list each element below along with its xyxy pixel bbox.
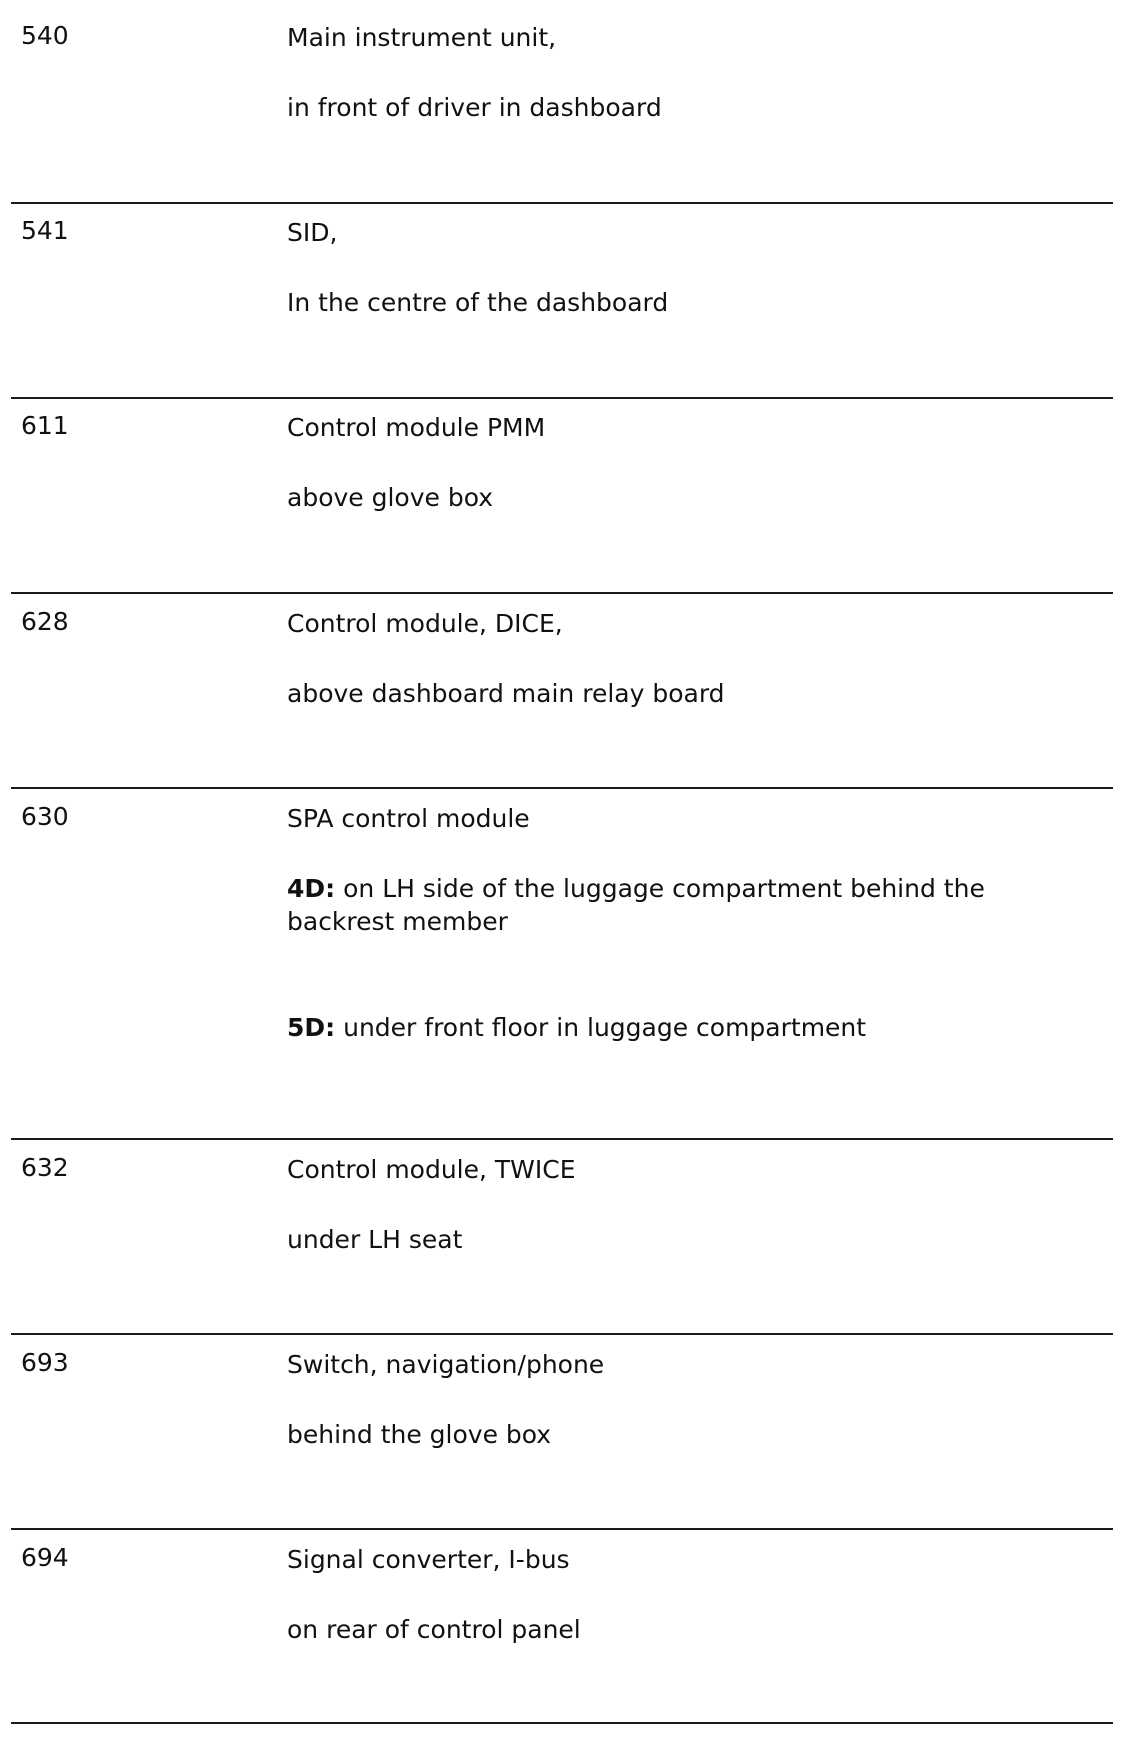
component-title: Control module, TWICE bbox=[287, 1155, 576, 1184]
component-description bbox=[287, 1543, 1087, 1646]
component-title: Control module PMM bbox=[287, 413, 546, 442]
component-description bbox=[287, 1153, 1087, 1256]
component-description bbox=[287, 607, 1087, 710]
variant-4d bbox=[287, 872, 1087, 938]
component-number: 630 bbox=[21, 802, 69, 831]
component-location: In the centre of the dashboard bbox=[287, 288, 669, 317]
row-divider bbox=[11, 1722, 1113, 1724]
row-divider bbox=[11, 1333, 1113, 1335]
component-location: on rear of control panel bbox=[287, 1615, 581, 1644]
component-number: 540 bbox=[21, 21, 69, 50]
variant-text: under front floor in luggage compartment bbox=[343, 1013, 867, 1042]
component-location: in front of driver in dashboard bbox=[287, 93, 662, 122]
component-number: 632 bbox=[21, 1153, 69, 1182]
component-number: 693 bbox=[21, 1348, 69, 1377]
component-description bbox=[287, 802, 1087, 1044]
component-title: Main instrument unit, bbox=[287, 23, 557, 52]
component-description bbox=[287, 216, 1087, 319]
component-title: SID, bbox=[287, 218, 338, 247]
row-divider bbox=[11, 787, 1113, 789]
variant-label: 4D: bbox=[287, 874, 336, 903]
row-divider bbox=[11, 592, 1113, 594]
component-description bbox=[287, 1348, 1087, 1451]
component-title: SPA control module bbox=[287, 804, 530, 833]
component-number: 694 bbox=[21, 1543, 69, 1572]
component-number: 541 bbox=[21, 216, 69, 245]
row-divider bbox=[11, 397, 1113, 399]
variant-label: 5D: bbox=[287, 1013, 336, 1042]
component-number: 628 bbox=[21, 607, 69, 636]
component-title: Control module, DICE, bbox=[287, 609, 563, 638]
component-location: behind the glove box bbox=[287, 1420, 552, 1449]
component-location: under LH seat bbox=[287, 1225, 463, 1254]
variant-text: on LH side of the luggage compartment behind the backrest member bbox=[287, 874, 985, 936]
component-title: Switch, navigation/phone bbox=[287, 1350, 605, 1379]
row-divider bbox=[11, 1138, 1113, 1140]
row-divider bbox=[11, 202, 1113, 204]
component-location: above dashboard main relay board bbox=[287, 679, 725, 708]
component-description bbox=[287, 21, 1087, 124]
component-description bbox=[287, 411, 1087, 514]
component-location: above glove box bbox=[287, 483, 494, 512]
variant-5d bbox=[287, 1011, 1087, 1044]
component-number: 611 bbox=[21, 411, 69, 440]
row-divider bbox=[11, 1528, 1113, 1530]
component-title: Signal converter, I-bus bbox=[287, 1545, 570, 1574]
